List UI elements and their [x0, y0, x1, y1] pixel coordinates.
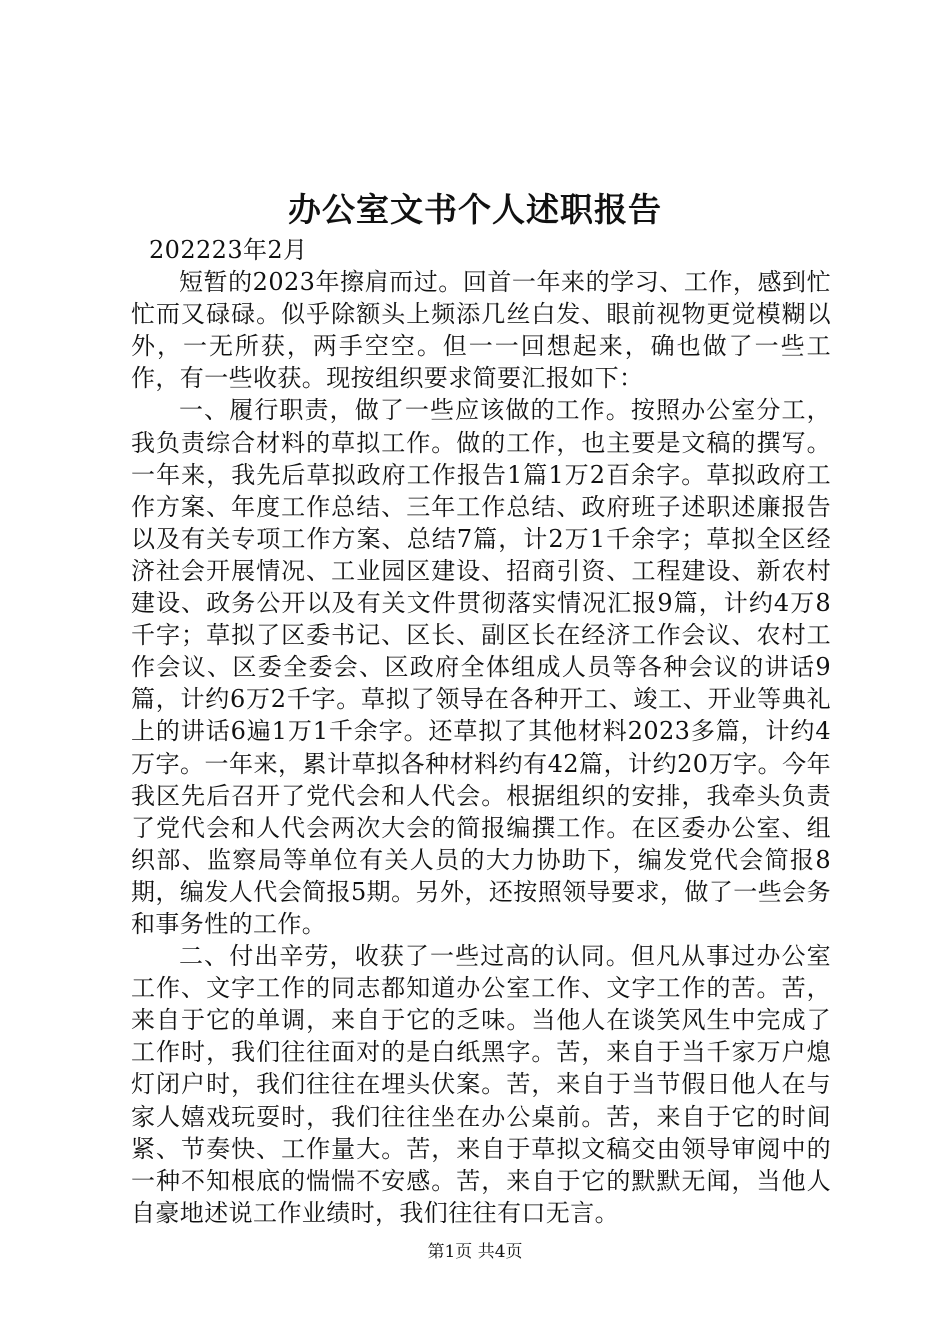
page-footer: 第1页 共4页 — [427, 1242, 523, 1262]
document-title: 办公室文书个人述职报告 — [288, 190, 662, 229]
paragraph-intro: 短暂的2023年擦肩而过。回首一年来的学习、工作，感到忙忙而又碌碌。似乎除额头上频添几丝白发、眼前视物更觉模糊以外，一无所获，两手空空。但一一回想起来，确也做了一些工作，有一些收获。现按组织要求简要汇报如下： — [131, 268, 831, 393]
paragraph-section-one: 一、履行职责，做了一些应该做的工作。按照办公室分工，我负责综合材料的草拟工作。做的工作，也主要是文稿的撰写。一年来，我先后草拟政府工作报告1篇1万2百余字。草拟政府工作方案、年度工作总结、三年工作总结、政府班子述职述廉报告以及有关专项工作方案、总结7篇，计2万1千余字；草拟全区经济社会开展情况、工业园区建设、招商引资、工程建设、新农村建设、政务公开以及有关文件贯彻落实情况汇报9篇，计约4万8千字；草拟了区委书记、区长、副区长在经济工作会议、农村工作会议、区委全委会、区政府全体组成人员等各种会议的讲话9篇，计约6万2千字。草拟了领导在各种开工、竣工、开业等典礼上的讲话6遍1万1千余字。还草拟了其他材料2023多篇，计约4万字。一年来，累计草拟各种材料约有42篇，计约20万字。今年我区先后召开了党代会和人代会。根据组织的安排，我牵头负责了党代会和人代会两次大会的简报编撰工作。在区委办公室、组织部、监察局等单位有关人员的大力协助下，编发党代会简报8期，编发人代会简报5期。另外，还按照领导要求，做了一些会务和事务性的工作。 — [131, 396, 831, 938]
document-body — [131, 234, 831, 1229]
date-line: 202223年2月 — [149, 236, 308, 264]
paragraph-section-two: 二、付出辛劳，收获了一些过高的认同。但凡从事过办公室工作、文字工作的同志都知道办公室工作、文字工作的苦。苦，来自于它的单调，来自于它的乏味。当他人在谈笑风生中完成了工作时，我们往往面对的是白纸黑字。苦，来自于当千家万户熄灯闭户时，我们往往在埋头伏案。苦，来自于当节假日他人在与家人嬉戏玩耍时，我们往往坐在办公桌前。苦，来自于它的时间紧、节奏快、工作量大。苦，来自于草拟文稿交由领导审阅中的一种不知根底的惴惴不安感。苦，来自于它的默默无闻，当他人自豪地述说工作业绩时，我们往往有口无言。 — [131, 942, 831, 1227]
